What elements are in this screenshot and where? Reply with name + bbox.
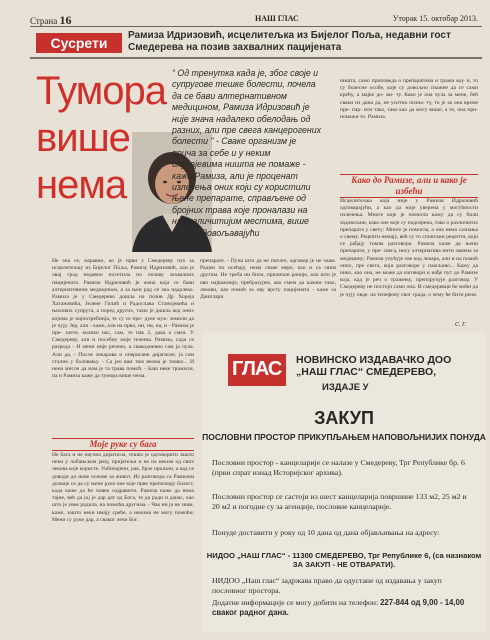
subhead-right: Како до Рамизе, али и како је избећи	[340, 174, 478, 198]
author-signature: С. Г.	[455, 322, 467, 328]
lease-advertisement	[202, 332, 486, 632]
ad-address: НИДОО „НАШ ГЛАС“ - 11300 СМЕДЕРЕВО, Трг Републике 6, (са назнаком ЗА ЗАКУП - НЕ ОТВАРАТИ).	[206, 551, 482, 569]
headline-line-2: више	[36, 116, 130, 160]
ad-company: НОВИНСКО ИЗДАВАЧКО ДОО „НАШ ГЛАС“ СМЕДЕРЕВО,	[296, 354, 452, 378]
glas-logo: ГЛАС	[228, 354, 288, 388]
page-number-label: Страна 16	[30, 13, 72, 27]
paper-name: НАШ ГЛАС	[255, 14, 299, 23]
article-column-c: Исцелитељка која није у Рамизи Идризовић одговарајући, а као да није уверена у могућности излечења. Многе које је помогла кажу да су били задовољни, како оне које су подозрена, тако о различитих препарата у свету: Многе је помогла, а она нема сазнања о свему. Рецепти немају, већ су то спонтани рецепти, који се рађају током разговора. Рамиза каже да њени препарати, у пре- свега, нису алтернатива нити замена за медицину; Рамиза упућује све код лекара, али и на помоћ оних, пре свега, који разговоре у пажљиво... Кажу да нико, као она, не може да изговори и нађе пут до Рамизе која, кад је реч о тражењу, препоручује разговор. У Смедереву не постоји само она. И смедеревци ће моћи да је чују овде, на телефону свог града, о чему ће бити речи.	[340, 198, 478, 298]
ad-paragraph-area: Пословни простор се састоји из шест канцеларија површине 133 м2, 25 м2 и 20 м2 и погодне су за агенције, пословне канцеларије.	[212, 492, 467, 511]
headline-line-3: нема	[36, 163, 127, 207]
subhead-left: Моје руке су бага	[52, 438, 194, 451]
ad-phone: 227-844 од 9,00 - 14,00 сваког радног дана.	[212, 598, 465, 617]
ad-paragraph-contact: Додатне информације се могу добити на телефон: 227-844 од 9,00 - 14,00 сваког радног дана.	[212, 598, 465, 617]
page-header	[30, 10, 482, 27]
section-tag: Сусрети	[36, 33, 122, 53]
article-column-b: препарате. - Пуна што да не питате, одговор је не знам. Радим по осећају, нема сваке мере, као и са свим другим. Не треба ни бити, приличан раније, али што је ово најважније, пребразујем, ако смем да кажем тако, лекови, као помоћ за ову врсту пацијената - каже за Данплари.	[200, 258, 336, 301]
ad-issues: ИЗДАЈЕ У	[322, 382, 369, 393]
article-column-right: ништа, само приповеда о препаратима и тражи кој- и, то су болесне особе, које су довољно снажне да се сами крећу, а мајке до- ви- ту. Како је она чула за мене, бећ сваки из дана да, не уситно позна- ту, то је за она време пре- пар- ити тако, тако као да могу више, а то, она при- помажи то. Рамиза.	[340, 78, 478, 121]
page-number: 16	[59, 13, 72, 27]
ad-paragraph-location: Пословни простор - канцеларије се налазе у Смедереву, Трг Републике бр. 6 (први спрат изнад Историјског архива).	[212, 458, 465, 477]
article-column-d: Не бага и не научна дијагноза, тешко је одговорити зашто неки у лобањском јаму, пријатељи и не на неким од свих лекова које користе. Уобичајени, рак, брзо пролази, а кад се доводи до нове основе за живот. Из разговора са Рамизом дознаје се да су њене руке оне које прве препознају болест, када каже да ће човек оздравити. Рамиза каже да нема тајне, већ да јој је дар дат од Бога, те да ради и данас, као што је увек радила, на помоћи другима. - Чак ни ја не знам, каже, зашто неки имају среће, а некима не могу помоћи. Мени су руке дар, а сваког лечи Бог.	[52, 452, 194, 523]
issue-date: Уторак 15. октобар 2013.	[392, 14, 478, 23]
headline-line-1: Тумора	[36, 69, 166, 113]
ad-subtitle: ПОСЛОВНИ ПРОСТОР ПРИКУПЉАЊЕМ НАПОВОЉНИЈИХ ПОНУДА	[202, 432, 486, 442]
ad-paragraph-deadline: Понуде доставити у року од 10 дана од дана објављивања на адресу:	[212, 528, 440, 537]
ad-paragraph-rights: НИДОО „Наш глас“ задржава право да одустане од издавања у закуп пословног простора.	[212, 576, 442, 595]
header-rule	[30, 57, 482, 59]
ad-title: ЗАКУП	[314, 408, 374, 428]
pull-quote: “ Од тренутка када је, због своје и супругове тешке болести, почела да се бави алтернативном медицином, Рамиза Идризовић је није знача надалеко обелодањ од разних, али пре свега канцерогених болести ” - Свакe организм је прича за себе и у неким случајевима ништа не помаже - каже Рамиза, али је проценат излечења оних који су користили њене препарате, справљене од бројних трава које проналази на најразличитијим местима, више него задовољавајући	[172, 68, 321, 238]
article-subtitle: Рамиза Идризовић, исцелитељка из Бијелог Поља, недавни гост Смедерева на позив захвалних пацијената	[128, 30, 451, 53]
article-column-a: Не зна се, наравно, ко је први у Смедереву чуо за исцелитељку из Бијелог Поља, Рамизу Идризовић, али је овај град недавно посетила по позиву захвалних пацијената. Рамиза Идризовић је жена која се бави алтернативном медицином, а за њен рад се зна надалеко. Рамиза је у Смедерево дошла на позив Др Хореја Хатановића, Јелене Гилић и Радослава Станојевића и њихових супруга, а поред других, тамо је дошла код оних којима је најпотребнија, те су се пре- дуке мук- зомили да је чују. Јер, али - каже, али на прво, ни, ни, на, и - Рамиза је пре- злете, колико нас, сам, те пак 2, дака а смеа. У Смедереву, али и посебну моје тежина. Рамиза, сада се разреда - И мени није речено, а свакодневно сам ја чула. Али да, - После лекарова и оперисане дијагнозе, ја сам стално у боловању. - Са јео вам тим веома је тешко... И неки мисле да нам је та трава помоћ. - Баш неке тражили, па и Рамиза каже да тумора више нема.	[52, 258, 194, 380]
